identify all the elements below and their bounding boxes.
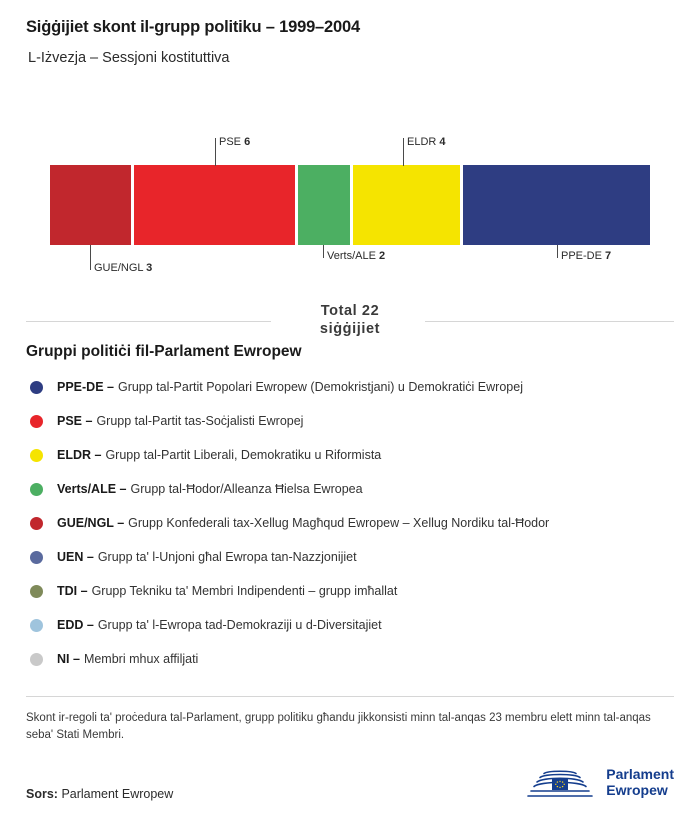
legend-abbr: Verts/ALE – xyxy=(57,482,127,496)
legend-color-dot-gue-ngl xyxy=(30,517,43,530)
footnote-divider xyxy=(26,696,674,697)
list-item xyxy=(26,404,676,438)
list-item xyxy=(26,506,676,540)
callout-value-ppe-de: 7 xyxy=(605,250,612,262)
legend-abbr: PSE – xyxy=(57,414,93,428)
source-value: Parlament Ewropew xyxy=(61,787,174,801)
legend-abbr: NI – xyxy=(57,652,80,666)
legend-color-dot-eldr xyxy=(30,449,43,462)
european-parliament-logo xyxy=(524,762,674,802)
legend-abbr: UEN – xyxy=(57,550,94,564)
legend-color-dot-ni xyxy=(30,653,43,666)
callout-value-eldr: 4 xyxy=(439,136,446,148)
callout-value-verts-ale: 2 xyxy=(378,250,386,262)
legend-color-dot-pse xyxy=(30,415,43,428)
list-item xyxy=(26,642,676,676)
legend-abbr: EDD – xyxy=(57,618,94,632)
legend-abbr: PPE-DE – xyxy=(57,380,114,394)
total-seats-line2: siġġijiet xyxy=(319,321,381,337)
callout-value-gue-ngl: 3 xyxy=(146,262,153,274)
callout-label-gue-ngl: GUE/NGL xyxy=(94,262,144,274)
callout-label-pse: PSE xyxy=(219,136,242,148)
page-title: Siġġijiet skont il-grupp politiku – 1999–2004 xyxy=(26,18,360,36)
footnote-text: Skont ir-regoli ta' proċedura tal-Parlament, grupp politiku għandu jikkonsisti minn tal-anqas 23 membru elett minn tal-anqas seba' Stati Membri. xyxy=(26,712,651,741)
list-item xyxy=(26,370,676,404)
legend-color-dot-uen xyxy=(30,551,43,564)
total-seats xyxy=(0,302,700,338)
total-seats-line1: Total 22 xyxy=(320,303,380,319)
legend-title: Gruppi politiċi fil-Parlament Ewropew xyxy=(26,343,302,360)
callout-label-eldr: ELDR xyxy=(407,136,437,148)
legend-abbr: GUE/NGL – xyxy=(57,516,125,530)
legend-abbr: TDI – xyxy=(57,584,88,598)
legend-desc: Membri mhux affiljati xyxy=(83,652,199,666)
source-label: Sors: xyxy=(26,787,58,801)
callout-label-verts-ale: Verts/ALE xyxy=(327,250,376,262)
legend-color-dot-edd xyxy=(30,619,43,632)
list-item xyxy=(26,438,676,472)
legend-color-dot-ppe-de xyxy=(30,381,43,394)
source-line xyxy=(26,787,173,801)
logo-line2: Ewropew xyxy=(606,782,668,798)
parliament-hemicycle-icon xyxy=(524,762,596,802)
list-item xyxy=(26,608,676,642)
callout-value-pse: 6 xyxy=(244,136,251,148)
page-subtitle: L-Iżvezja – Sessjoni kostituttiva xyxy=(28,50,230,66)
legend-desc: Grupp tal-Partit Liberali, Demokratiku u Riformista xyxy=(105,448,382,462)
list-item xyxy=(26,540,676,574)
list-item xyxy=(26,472,676,506)
callout-label-ppe-de: PPE-DE xyxy=(561,250,602,262)
legend-desc: Grupp tal-Partit tas-Soċjalisti Ewropej xyxy=(96,414,304,428)
logo-line1: Parlament xyxy=(606,766,674,782)
legend-desc: Grupp tal-Partit Popolari Ewropew (Demokristjani) u Demokratiċi Ewropej xyxy=(117,380,523,394)
legend-desc: Grupp ta' l-Ewropa tad-Demokraziji u d-Diversitajiet xyxy=(97,618,382,632)
legend-desc: Grupp ta' l-Unjoni għal Ewropa tan-Nazzjonijiet xyxy=(97,550,357,564)
legend-abbr: ELDR – xyxy=(57,448,102,462)
legend-desc: Grupp tal-Ħodor/Alleanza Ħielsa Ewropea xyxy=(130,482,363,496)
legend-desc: Grupp Tekniku ta' Membri Indipendenti – grupp imħallat xyxy=(91,584,398,598)
callout-ppe-de xyxy=(0,120,700,280)
list-item xyxy=(26,574,676,608)
legend-color-dot-verts-ale xyxy=(30,483,43,496)
legend-list xyxy=(26,370,676,676)
seat-chart xyxy=(0,120,700,280)
logo-wordmark xyxy=(606,766,674,798)
legend-color-dot-tdi xyxy=(30,585,43,598)
legend-desc: Grupp Konfederali tax-Xellug Magħqud Ewropew – Xellug Nordiku tal-Ħodor xyxy=(128,516,550,530)
